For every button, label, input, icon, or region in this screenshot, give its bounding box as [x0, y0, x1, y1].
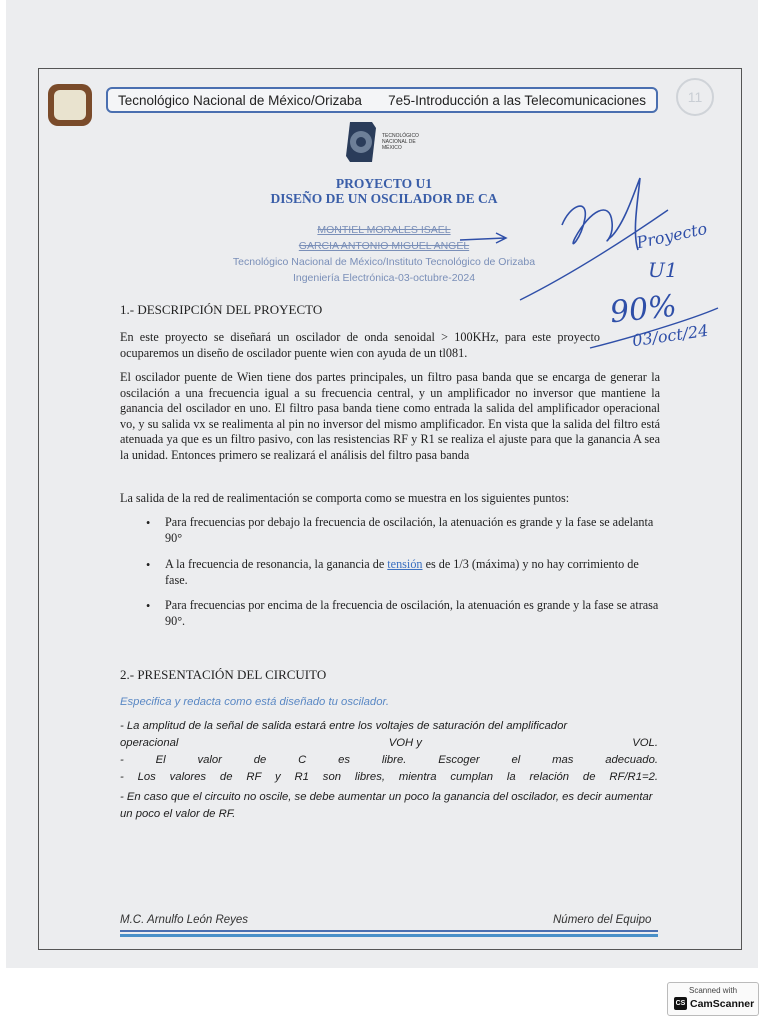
header-course: 7e5-Introducción a las Telecomunicaciones [388, 92, 646, 108]
bullet-dot: • [146, 599, 151, 613]
section2-line-1b: operacional VOH y VOL. [120, 737, 658, 749]
handwritten-grade: 90% [608, 288, 679, 331]
header-institution: Tecnológico Nacional de México/Orizaba [118, 92, 362, 108]
handwritten-note-2: U1 [648, 258, 678, 282]
section2-line-1a: - La amplitud de la señal de salida estará entre los voltajes de saturación del amplificador [120, 720, 568, 732]
camscanner-brand: CS CamScanner [675, 997, 755, 1010]
section1-paragraph-2: El oscilador puente de Wien tiene dos partes principales, un filtro pasa banda que se encarga de generar la oscilación a una frecuencia igual a su frecuencia central, y un amplificador no inversor que mantiene la ganancia del oscilador en uno. El filtro pasa banda tiene como entrada la salida del amplificador operacional vo, y su salida vx se realimenta al pin no inversor del mismo amplificador. En vista que la salida del filtro está atenuada ya que es un filtro pasivo, con las resistencias RF y R1 se realiza el ajuste para que la ganancia A sea la unidad. Entonces primero se realizará el análisis del filtro pasa banda [120, 370, 660, 462]
bullet-item-1: Para frecuencias por debajo la frecuencia de oscilación, la atenuación es grande y la fase se adelanta 90° [165, 515, 654, 545]
bullet-item-3: Para frecuencias por encima de la frecuencia de oscilación, la atenuación es grande y la fase se atrasa 90°. [165, 598, 659, 628]
title-line1: PROYECTO U1 [335, 176, 433, 191]
handwritten-note-1: Proyecto [634, 218, 709, 253]
bullet-dot: • [146, 558, 151, 572]
footer-divider-accent [120, 934, 658, 937]
camscanner-badge [667, 982, 759, 1016]
section2-line-3: - Los valores de RF y R1 son libres, mientra cumplan la relación de RF/R1=2. [120, 771, 658, 783]
section2-line-2: - El valor de C es libre. Escoger el mas adecuado. [120, 754, 658, 766]
bullet-dot: • [146, 516, 151, 530]
section2-heading: 2.- PRESENTACIÓN DEL CIRCUITO [120, 667, 327, 682]
author-2: GARCIA ANTONIO MIGUEL ANGEL [298, 240, 470, 252]
program-date: Ingeniería Electrónica-03-octubre-2024 [292, 272, 476, 284]
section1-paragraph-1: En este proyecto se diseñará un oscilador de onda senoidal > 100KHz, para este proyecto ocuparemos un diseño de oscilador puente wien con ayuda de un tl081. [120, 330, 600, 360]
bullet-item-2: A la frecuencia de resonancia, la ganancia de tensión es de 1/3 (máxima) y no hay corrimiento de fase. [165, 557, 639, 587]
camscanner-icon: CS [674, 997, 687, 1010]
camscanner-caption: Scanned with [688, 986, 738, 995]
section1-heading: 1.- DESCRIPCIÓN DEL PROYECTO [120, 302, 323, 317]
title-line2: DISEÑO DE UN OSCILADOR DE CA [270, 191, 498, 206]
footer-divider [120, 930, 658, 932]
footer-team: Número del Equipo [553, 914, 652, 926]
section1-paragraph-3: La salida de la red de realimentación se comporta como se muestra en los siguientes puntos: [120, 491, 570, 505]
section2-instruction: Especifica y redacta como está diseñado tu oscilador. [120, 696, 389, 708]
handwritten-date: 03/oct/24 [631, 320, 710, 351]
tecnm-logo-text: TECNOLÓGICO NACIONAL DE MÉXICO [382, 133, 419, 151]
author-institution: Tecnológico Nacional de México/Instituto Tecnológico de Orizaba [232, 256, 536, 268]
section2-line-4: - En caso que el circuito no oscile, se debe aumentar un poco la ganancia del oscilador, es decir aumentar un poco el valor de RF. [120, 791, 653, 820]
tension-link[interactable]: tensión [387, 557, 423, 571]
footer-teacher: M.C. Arnulfo León Reyes [120, 914, 249, 926]
page-number: 11 [676, 78, 714, 116]
author-1: MONTIEL MORALES ISAEL [317, 224, 451, 236]
